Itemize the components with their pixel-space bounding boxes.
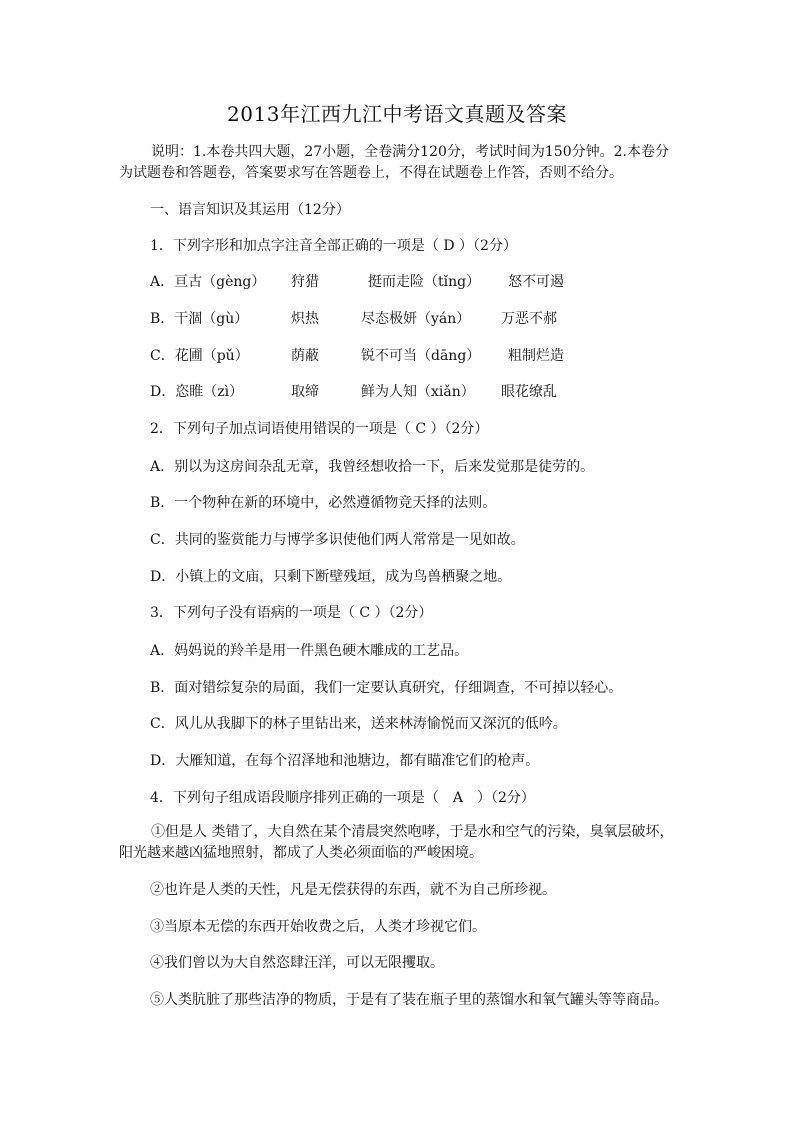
option-word: 眼花缭乱	[501, 384, 557, 400]
option-word: 荫蔽	[291, 348, 319, 364]
option-word: 挺而走险（tǐng）	[368, 274, 481, 290]
option-label: C．花圃（pǔ）	[150, 348, 249, 364]
question-2-option-d: D．小镇上的文庙，只剩下断壁残垣，成为鸟兽栖聚之地。	[150, 569, 512, 585]
option-word: 尽态极妍（yán）	[361, 311, 471, 327]
question-4-item-1: ①但是人 类错了，大自然在某个清晨突然咆哮，于是水和空气的污染，臭氧层破坏，阳光越来越凶猛地照射，都成了人类必须面临的严峻困境。	[119, 824, 674, 861]
exam-instructions: 说明：1.本卷共四大题，27小题，全卷满分120分，考试时间为150分钟。2.本卷分为试题卷和答题卷，答案要求写在答题卷上，不得在试题卷上作答，否则不给分。	[119, 144, 669, 181]
question-4-item-4: ④我们曾以为大自然恣肆汪洋，可以无限攫取。	[150, 955, 444, 971]
question-2-stem: 2．下列句子加点词语使用错误的一项是（ C ）（2分）	[150, 421, 489, 437]
question-3-option-b: B．面对错综复杂的局面，我们一定要认真研究，仔细调查，不可掉以轻心。	[150, 680, 623, 696]
question-2-option-b: B．一个物种在新的环境中，必然遵循物竞天择的法则。	[150, 495, 497, 511]
question-4-item-2: ②也许是人类的天性，凡是无偿获得的东西，就不为自己所珍视。	[150, 882, 556, 898]
question-4-item-3: ③当原本无偿的东西开始收费之后，人类才珍视它们。	[150, 919, 486, 935]
question-2-option-a: A．别以为这房间杂乱无章，我曾经想收拾一下，后来发觉那是徒劳的。	[150, 459, 595, 475]
question-3-option-a: A．妈妈说的羚羊是用一件黑色硬木雕成的工艺品。	[150, 643, 469, 659]
option-word: 怒不可遏	[508, 274, 564, 290]
question-3-option-d: D．大雁知道，在每个沼泽地和池塘边，都有瞄准它们的枪声。	[150, 753, 540, 769]
question-3-stem: 3．下列句子没有语病的一项是（ C ）（2分）	[150, 605, 433, 621]
question-2-option-c: C．共同的鉴赏能力与博学多识使他们两人常常是一见如故。	[150, 532, 525, 548]
option-word: 取缔	[291, 384, 319, 400]
question-1-stem: 1．下列字形和加点字注音全部正确的一项是（ D ）（2分）	[150, 238, 517, 254]
document-title: 2013年江西九江中考语文真题及答案	[227, 102, 567, 126]
question-3-option-c: C．风儿从我脚下的林子里钻出来，送来林涛愉悦而又深沉的低吟。	[150, 716, 567, 732]
option-word: 粗制烂造	[508, 348, 564, 364]
section-heading: 一、语言知识及其运用（12分）	[150, 202, 350, 218]
option-word: 炽热	[291, 311, 319, 327]
option-word: 鲜为人知（xiǎn）	[361, 384, 475, 400]
option-label: D．恣睢（zì）	[150, 384, 244, 400]
option-label: B．干涸（gù）	[150, 311, 249, 327]
option-word: 万恶不郝	[501, 311, 557, 327]
option-label: A．亘古（gèng）	[150, 274, 266, 290]
option-word: 狩猎	[291, 274, 319, 290]
option-word: 锐不可当（dāng）	[361, 348, 481, 364]
question-4-item-5: ⑤人类肮脏了那些洁净的物质，于是有了装在瓶子里的蒸馏水和氧气罐头等等商品。	[150, 992, 668, 1008]
question-4-stem: 4．下列句子组成语段顺序排列正确的一项是（ A ）（2分）	[150, 790, 535, 806]
